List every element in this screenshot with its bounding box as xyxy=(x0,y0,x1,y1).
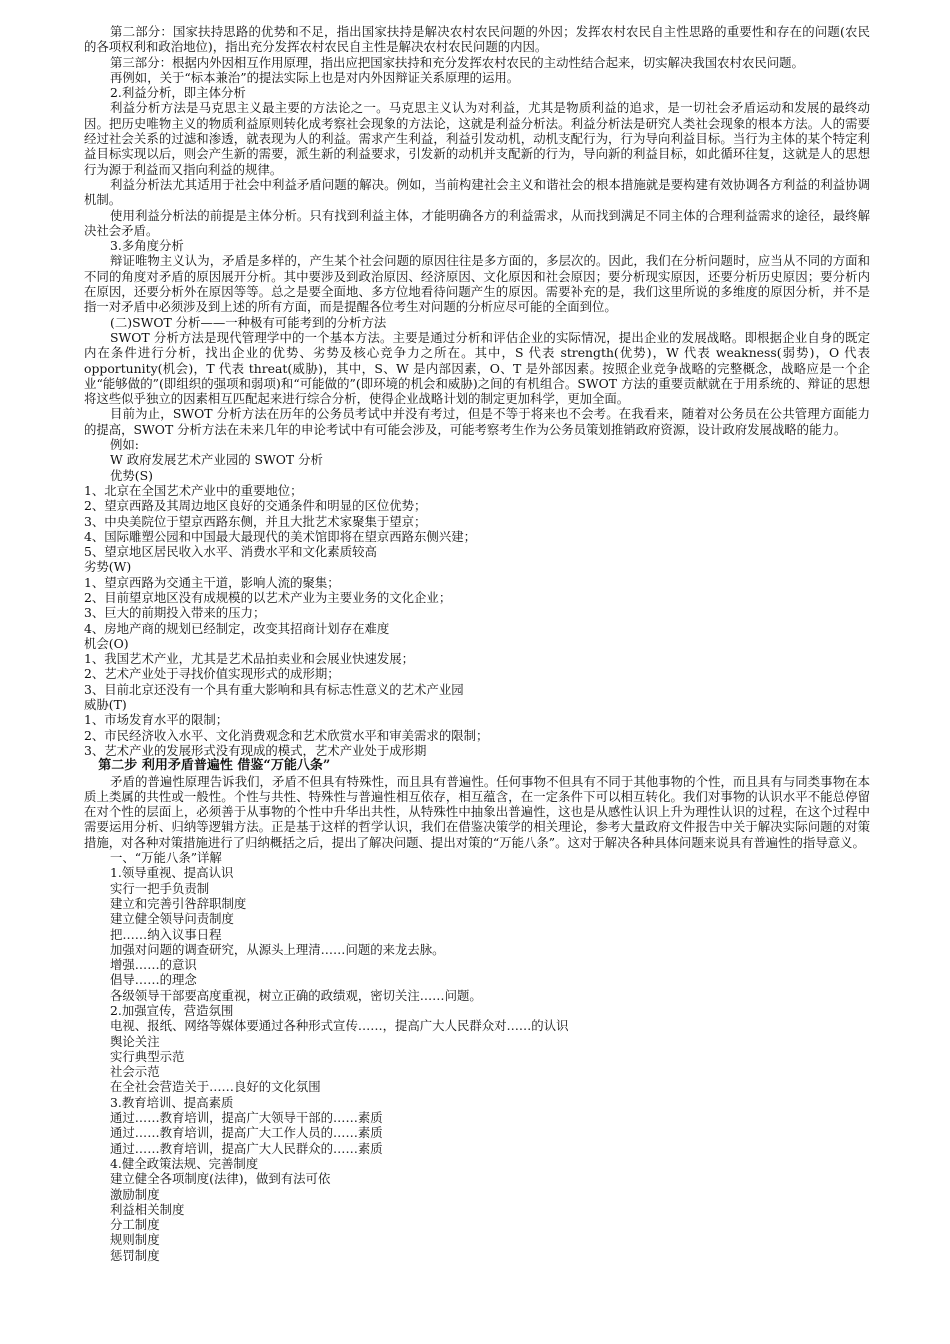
paragraph: 4、房地产商的规划已经制定，改变其招商计划存在难度 xyxy=(84,620,390,636)
paragraph: 倡导……的理念 xyxy=(110,972,197,988)
paragraph: 4、国际雕塑公园和中国最大最现代的美术馆即将在望京西路东侧兴建； xyxy=(84,528,476,544)
paragraph: 舆论关注 xyxy=(110,1033,160,1049)
paragraph: 增强……的意识 xyxy=(110,957,197,973)
paragraph: 1、我国艺术产业，尤其是艺术品拍卖业和会展业快速发展； xyxy=(84,651,415,667)
paragraph: 通过……教育培训，提高广大人民群众的……素质 xyxy=(110,1140,383,1156)
paragraph: SWOT 分析方法是现代管理学中的一个基本方法。主要是通过分析和评估企业的实际情况，提出企业的发展战略。即根据企业自身的既定内在条件进行分析，找出企业的优势、劣势及核心竞争力之所在。其中，S 代表 strength(优势)，W 代表 weakness(弱势)，O 代表 opportunity(机会)，T 代表 threat(威胁)，其中，S、W 是内部因素，O、T 是外部因素。按照企业竞争战略的完整概念，战略应是一个企业“能够做的”(即组织的强项和弱项)和“可能做的”(即环境的机会和威胁)之间的有机组合。SWOT 方法的重要贡献就在于用系统的、辩证的思想将这些似乎独立的因素相互匹配起来进行综合分析，使得企业战略计划的制定更加科学，更加全面。 xyxy=(84,329,870,407)
paragraph: 通过……教育培训，提高广大领导干部的……素质 xyxy=(110,1110,383,1126)
paragraph: 利益相关制度 xyxy=(110,1201,185,1217)
paragraph: W 政府发展艺术产业园的 SWOT 分析 xyxy=(110,452,323,468)
paragraph: 电视、报纸、网络等媒体要通过各种形式宣传……，提高广大人民群众对……的认识 xyxy=(110,1018,569,1034)
paragraph: 2.利益分析，即主体分析 xyxy=(110,85,246,101)
paragraph: 通过……教育培训，提高广大工作人员的……素质 xyxy=(110,1125,383,1141)
paragraph: 5、望京地区居民收入水平、消费水平和文化素质较高 xyxy=(84,544,377,560)
paragraph: 3.多角度分析 xyxy=(110,238,184,254)
paragraph: 矛盾的普遍性原理告诉我们，矛盾不但具有特殊性，而且具有普遍性。任何事物不但具有不同于其他事物的个性，而且具有与同类事物在本质上类属的共性或一般性。个性与共性、特殊性与普遍性相互依存，相互蕴含，在一定条件下可以相互转化。我们对事物的认识水平不能总停留在对个性的层面上，必须善于从事物的个性中升华出共性，从特殊性中抽象出普遍性，这也是从感性认识上升为理性认识的过程，在这个过程中需要运用分析、归纳等逻辑方法。正是基于这样的哲学认识，我们在借鉴决策学的相关理论，参考大量政府文件报告中关于解决实际问题的对策措施，对各种对策措施进行了归纳概括之后，提出了解决问题、提出对策的“万能八条”。这对于解决各种具体问题来说具有普遍性的指导意义。 xyxy=(84,773,870,850)
paragraph: 2.加强宣传，营造氛围 xyxy=(110,1003,234,1018)
paragraph: 激励制度 xyxy=(110,1186,160,1202)
paragraph: 1、望京西路为交通主干道，影响人流的聚集； xyxy=(84,574,340,590)
paragraph: (二)SWOT 分析——一种极有可能考到的分析方法 xyxy=(110,314,387,330)
paragraph: 利益分析方法是马克思主义最主要的方法论之一。马克思主义认为对利益，尤其是物质利益的追求，是一切社会矛盾运动和发展的最终动因。把历史唯物主义的物质利益原则转化成考察社会现象的方法论，这就是利益分析法。利益分析法是研究人类社会现象的根本方法。人的需要经过社会关系的过滤和渗透，就表现为人的利益。需求产生利益，利益引发动机，动机支配行为，行为导向利益目标。当行为主体的某个特定利益目标实现以后，则会产生新的需要，派生新的利益要求，引发新的动机并支配新的行为，导向新的利益目标，如此循环往复，这就是人的思想行为源于利益而又指向利益的规律。 xyxy=(84,100,870,177)
paragraph: 建立健全各项制度(法律)，做到有法可依 xyxy=(110,1171,331,1187)
paragraph: 把……纳入议事日程 xyxy=(110,926,222,942)
paragraph: 建立和完善引咎辞职制度 xyxy=(110,895,247,911)
paragraph: 3、中央美院位于望京西路东侧，并且大批艺术家聚集于望京； xyxy=(84,513,427,529)
section-heading: 第二步 利用矛盾普遍性 借鉴“万能八条” xyxy=(98,758,331,774)
paragraph: 惩罚制度 xyxy=(110,1247,160,1263)
paragraph: 2、望京西路及其周边地区良好的交通条件和明显的区位优势； xyxy=(84,498,427,514)
paragraph: 第二部分：国家扶持思路的优势和不足，指出国家扶持是解决农村农民问题的外因；发挥农村农民自主性思路的重要性和存在的问题(农民的各项权利和政治地位)，指出充分发挥农村农民自主性是解决农村农民问题的内因。 xyxy=(84,24,870,55)
paragraph: 在全社会营造关于……良好的文化氛围 xyxy=(110,1079,321,1095)
paragraph: 实行一把手负责制 xyxy=(110,880,210,896)
paragraph: 3、巨大的前期投入带来的压力； xyxy=(84,605,266,621)
paragraph: 1.领导重视、提高认识 xyxy=(110,865,234,881)
paragraph: 威胁(T) xyxy=(84,697,127,713)
paragraph: 劣势(W) xyxy=(84,559,132,575)
paragraph: 目前为止，SWOT 分析方法在历年的公务员考试中并没有考过，但是不等于将来也不会考。在我看来，随着对公务员在公共管理方面能力的提高，SWOT 分析方法在未来几年的申论考试中有可能会涉及，可能考察考生作为公务员策划推销政府资源，设计政府发展战略的能力。 xyxy=(84,406,870,437)
paragraph: 例如: xyxy=(110,437,139,453)
paragraph: 3、目前北京还没有一个具有重大影响和具有标志性意义的艺术产业园 xyxy=(84,681,464,697)
paragraph: 2、市民经济收入水平、文化消费观念和艺术欣赏水平和审美需求的限制； xyxy=(84,727,489,743)
paragraph: 各级领导干部要高度重视，树立正确的政绩观，密切关注……问题。 xyxy=(110,987,482,1003)
paragraph: 规则制度 xyxy=(110,1232,160,1248)
paragraph: 3.教育培训、提高素质 xyxy=(110,1094,234,1110)
paragraph: 再例如，关于“标本兼治”的提法实际上也是对内外因辩证关系原理的运用。 xyxy=(110,69,520,85)
paragraph: 分工制度 xyxy=(110,1217,160,1233)
paragraph: 社会示范 xyxy=(110,1064,160,1080)
paragraph: 利益分析法尤其适用于社会中利益矛盾问题的解决。例如，当前构建社会主义和谐社会的根本措施就是要构建有效协调各方利益的利益协调机制。 xyxy=(84,176,870,208)
paragraph: 一、“万能八条”详解 xyxy=(110,850,222,866)
paragraph: 使用利益分析法的前提是主体分析。只有找到利益主体，才能明确各方的利益需求，从而找到满足不同主体的合理利益需求的途径，最终解决社会矛盾。 xyxy=(84,207,870,238)
paragraph: 2、目前望京地区没有成规模的以艺术产业为主要业务的文化企业； xyxy=(84,589,452,605)
paragraph: 加强对问题的调查研究，从源头上理清……问题的来龙去脉。 xyxy=(110,941,445,957)
document-body xyxy=(84,24,870,1263)
paragraph: 优势(S) xyxy=(110,467,153,483)
paragraph: 1、市场发育水平的限制； xyxy=(84,712,229,728)
paragraph: 辩证唯物主义认为，矛盾是多样的，产生某个社会问题的原因往往是多方面的，多层次的。因此，我们在分析问题时，应当从不同的方面和不同的角度对矛盾的原因展开分析。其中要涉及到政治原因、经济原因、文化原因和社会原因；要分析现实原因，还要分析历史原因；要分析内在原因，还要分析外在原因等等。总之是要全面地、多方位地看待问题产生的原因。需要补充的是，我们这里所说的多维度的原因分析，并不是指一对矛盾中必须涉及到上述的所有方面，而是提醒各位考生对问题的分析应尽可能的全面到位。 xyxy=(84,253,870,315)
paragraph: 机会(O) xyxy=(84,635,129,651)
paragraph: 1、北京在全国艺术产业中的重要地位； xyxy=(84,482,303,498)
paragraph: 第三部分：根据内外因相互作用原理，指出应把国家扶持和充分发挥农村农民的主动性结合起来，切实解决我国农村农民问题。 xyxy=(110,54,804,70)
paragraph: 2、艺术产业处于寻找价值实现形式的成形期； xyxy=(84,666,340,682)
paragraph: 建立健全领导问责制度 xyxy=(110,911,234,927)
paragraph: 实行典型示范 xyxy=(110,1048,185,1064)
paragraph: 3、艺术产业的发展形式没有现成的模式，艺术产业处于成形期 xyxy=(84,742,427,758)
paragraph: 4.健全政策法规、完善制度 xyxy=(110,1155,259,1171)
